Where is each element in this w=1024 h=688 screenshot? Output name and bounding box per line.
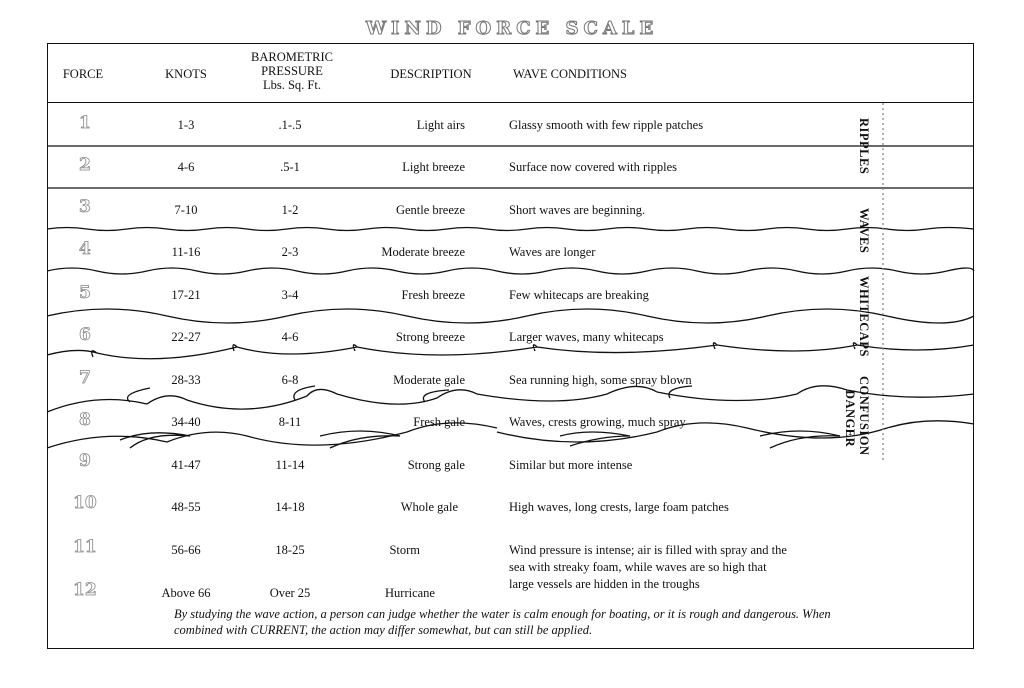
side-label-waves: WAVES xyxy=(857,208,871,254)
wave-cell: High waves, long crests, large foam patches xyxy=(509,500,729,514)
pressure-cell: 3-4 xyxy=(281,288,299,302)
knots-cell: 34-40 xyxy=(171,415,201,429)
pressure-cell: 8-11 xyxy=(278,415,302,429)
force-number: 1 xyxy=(79,113,91,133)
description-cell: Light airs xyxy=(416,118,465,132)
pressure-cell: .5-1 xyxy=(280,160,300,174)
header-pressure-line2: PRESSURE xyxy=(261,64,323,78)
chart-title: WIND FORCE SCALE xyxy=(365,18,659,39)
side-label-confusion: CONFUSION xyxy=(857,376,871,456)
description-cell: Fresh gale xyxy=(413,415,465,429)
wave-cell: Short waves are beginning. xyxy=(509,203,646,217)
description-cell: Moderate breeze xyxy=(381,245,465,259)
description-cell: Light breeze xyxy=(402,160,465,174)
knots-cell: 4-6 xyxy=(177,160,195,174)
wave-cell: Waves, crests growing, much spray xyxy=(509,415,686,429)
force-number: 9 xyxy=(79,451,91,471)
header-pressure-units: Lbs. Sq. Ft. xyxy=(262,78,321,92)
wave-cell: Few whitecaps are breaking xyxy=(509,288,649,302)
wave-line-4 xyxy=(47,268,974,274)
pressure-cell: Over 25 xyxy=(269,586,311,600)
knots-cell: 56-66 xyxy=(171,543,201,557)
description-cell: Storm xyxy=(389,543,420,557)
force-number: 5 xyxy=(79,283,91,303)
description-cell: Strong gale xyxy=(407,458,465,472)
header-description: DESCRIPTION xyxy=(390,67,472,81)
force-number: 12 xyxy=(73,580,97,600)
wave-cell: Similar but more intense xyxy=(509,458,633,472)
pressure-cell: 14-18 xyxy=(275,500,305,514)
side-label-whitecaps: WHITECAPS xyxy=(857,276,871,357)
knots-cell: 41-47 xyxy=(171,458,201,472)
force-number: 6 xyxy=(79,325,91,345)
force-number: 10 xyxy=(73,493,97,513)
force-number: 4 xyxy=(79,239,91,259)
side-label-danger: DANGER xyxy=(843,390,857,448)
foam-curls-8 xyxy=(120,431,840,448)
knots-cell: 48-55 xyxy=(171,500,201,514)
pressure-cell: 1-2 xyxy=(281,203,299,217)
knots-cell: 28-33 xyxy=(171,373,201,387)
side-label-ripples: RIPPLES xyxy=(857,118,871,175)
knots-cell: 11-16 xyxy=(171,245,201,259)
knots-cell: 1-3 xyxy=(177,118,195,132)
whitecap-line-6 xyxy=(47,343,974,359)
rough-line-7 xyxy=(47,386,974,412)
wave-cell: Larger waves, many whitecaps xyxy=(509,330,664,344)
knots-cell: Above 66 xyxy=(161,586,211,600)
description-cell: Gentle breeze xyxy=(395,203,465,217)
wave-cell: Glassy smooth with few ripple patches xyxy=(509,118,704,132)
wave-cell: large vessels are hidden in the troughs xyxy=(509,577,700,591)
force-number: 2 xyxy=(79,155,91,175)
description-cell: Moderate gale xyxy=(393,373,465,387)
force-number: 3 xyxy=(79,197,91,217)
header-wave-conditions: WAVE CONDITIONS xyxy=(513,67,628,81)
pressure-cell: 4-6 xyxy=(281,330,299,344)
wave-cell: Waves are longer xyxy=(509,245,596,259)
wave-cell: Wind pressure is intense; air is filled with spray and the xyxy=(509,543,787,557)
description-cell: Hurricane xyxy=(385,586,435,600)
knots-cell: 17-21 xyxy=(171,288,201,302)
force-number: 7 xyxy=(79,368,91,388)
force-number: 8 xyxy=(79,410,91,430)
description-cell: Whole gale xyxy=(400,500,458,514)
pressure-cell: 2-3 xyxy=(281,245,299,259)
knots-cell: 22-27 xyxy=(171,330,201,344)
wave-cell: Sea running high, some spray blown xyxy=(509,373,692,387)
pressure-cell: 6-8 xyxy=(281,373,299,387)
wave-line-5 xyxy=(47,309,974,323)
force-number: 11 xyxy=(73,537,97,557)
header-force: FORCE xyxy=(62,67,104,81)
footnote: By studying the wave action, a person can judge whether the water is calm enough for boating, or it is rough and dangerous. When combined with CURRENT, the action may differ somewhat, but can still be applied. xyxy=(174,607,831,637)
header-pressure-line1: BAROMETRIC xyxy=(251,50,333,64)
description-cell: Fresh breeze xyxy=(401,288,465,302)
wave-cell: Surface now covered with ripples xyxy=(509,160,677,174)
header-knots: KNOTS xyxy=(165,67,207,81)
wave-cell-continued: sea with streaky foam, while waves are so high that xyxy=(509,560,767,574)
pressure-cell: .1-.5 xyxy=(278,118,302,132)
pressure-cell: 11-14 xyxy=(275,458,305,472)
knots-cell: 7-10 xyxy=(174,203,198,217)
pressure-cell: 18-25 xyxy=(275,543,305,557)
description-cell: Strong breeze xyxy=(395,330,465,344)
ripple-line-3 xyxy=(47,228,974,231)
